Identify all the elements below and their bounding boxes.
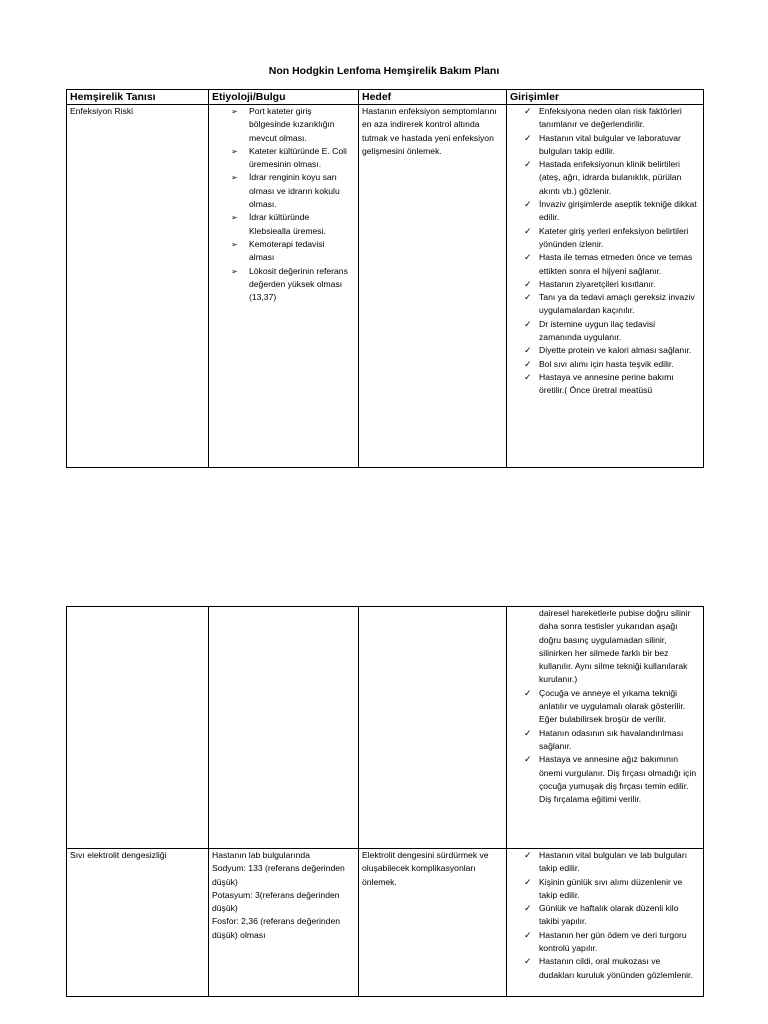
list-item: ✓ Kişinin günlük sıvı alımı düzenlenir ve takip edilir. xyxy=(524,876,683,900)
etiology-cell xyxy=(209,105,359,468)
arrow-bullet-icon: ➢ xyxy=(231,213,238,223)
header-goal: Hedef xyxy=(359,90,507,105)
arrow-bullet-icon: ➢ xyxy=(231,107,238,116)
care-plan-table-part-2 xyxy=(66,606,704,997)
arrow-bullet-icon: ➢ xyxy=(231,173,238,183)
list-item: ✓ Dr istemine uygun ilaç tedavisi zamanında uygulanır. xyxy=(524,318,656,343)
etiology-line: Sodyum: 133 (referans değerinden düşük) xyxy=(212,863,345,887)
check-bullet-icon: ✓ xyxy=(524,199,532,210)
etiology-line: Fosfor: 2,36 (referans değerinden düşük) olması xyxy=(212,916,341,940)
list-item: ✓ Çocuğa ve anneye el yıkama tekniği anlatılır ve uygulamalı olarak gösterilir. Eğer bulabilirsek broşür de verilir. xyxy=(524,687,686,725)
header-diagnosis: Hemşirelik Tanısı xyxy=(67,90,209,105)
list-item: ➢ İdrar kültüründe Klebsiealla üremesi. xyxy=(231,212,326,236)
check-bullet-icon: ✓ xyxy=(524,358,532,369)
list-item: ✓ Hastanın her gün ödem ve deri turgoru kontrolü yapılır. xyxy=(524,929,687,954)
table-row-fluid-electrolyte xyxy=(67,849,704,997)
header-interventions: Girişimler xyxy=(507,90,704,105)
check-bullet-icon: ✓ xyxy=(524,252,532,263)
list-item: ✓ Hastada enfeksiyonun klinik belirtileri (ateş, ağrı, idrarda bulanıklık, pürülan akıntı vb.) gözlenir. xyxy=(524,159,682,196)
arrow-bullet-icon: ➢ xyxy=(231,266,238,276)
check-bullet-icon: ✓ xyxy=(524,903,532,914)
list-item: ✓ Hastaya ve annesine perine bakımı öretilir.( Önce üretral meatüsü xyxy=(524,371,674,396)
list-item: ✓ Hatanın odasının sık havalandırılması sağlanır. xyxy=(524,727,684,751)
check-bullet-icon: ✓ xyxy=(524,106,532,116)
check-bullet-icon: ✓ xyxy=(524,225,532,236)
interventions-list xyxy=(510,105,700,398)
list-item: ➢ Port kateter giriş bölgesinde kızarıklığın mevcut olması. xyxy=(231,106,335,143)
check-bullet-icon: ✓ xyxy=(524,727,532,738)
list-item: ✓ Hastaya ve annesine ağız bakımının önemi vurgulanır. Diş fırçası olmadığı için çocuğa yumuşak diş fırçası temin edilir. Diş fırçalama eğitimi verilir. xyxy=(524,754,697,805)
header-etiology: Etiyoloji/Bulgu xyxy=(209,90,359,105)
list-item: ✓ Hastanın cildi, oral mukozası ve dudakları kuruluk yönünden gözlemlenir. xyxy=(524,956,693,980)
list-item: ✓ Hastanın ziyaretçileri kısıtlanır. xyxy=(510,278,700,291)
check-bullet-icon: ✓ xyxy=(524,292,532,303)
table-row-continuation xyxy=(67,607,704,849)
arrow-bullet-icon: ➢ xyxy=(231,146,238,156)
check-bullet-icon: ✓ xyxy=(524,345,532,356)
check-bullet-icon: ✓ xyxy=(524,371,532,382)
list-item: ✓ Hasta ile temas etmeden önce ve temas ettikten sonra el hijyeni sağlanır. xyxy=(524,252,693,276)
goal-cell: Elektrolit dengesini sürdürmek ve oluşabilecek komplikasyonları önlemek. xyxy=(359,849,507,997)
check-bullet-icon: ✓ xyxy=(524,754,532,765)
interventions-list xyxy=(510,849,700,982)
check-bullet-icon: ✓ xyxy=(524,318,532,329)
diagnosis-cell: Sıvı elektrolit dengesizliği xyxy=(67,849,209,997)
etiology-line: Potasyum: 3(referans değerinden düşük) xyxy=(212,889,340,914)
goal-cell: Hastanın enfeksiyon semptomlarını en aza indirerek kontrol altında tutmak ve hastada yeni enfeksiyon gelişmesini önlemek. xyxy=(359,105,507,468)
diagnosis-cell xyxy=(67,607,209,849)
diagnosis-cell: Enfeksiyon Riski xyxy=(67,105,209,468)
list-item: ✓ Bol sıvı alımı için hasta teşvik edilir. xyxy=(510,358,700,371)
check-bullet-icon: ✓ xyxy=(524,159,532,170)
list-item: ➢ Kateter kültüründe E. Coli üremesinin olması. xyxy=(231,145,347,170)
perineal-care-continuation: dairesel hareketlerle pubise doğru silinir daha sonra testisler yukarıdan aşağı doğru basınç uygulamadan silinir, silinirken her silmede farklı bir bez kullanılır. Aynı silme tekniği kullanılarak kurulanır.) xyxy=(539,608,691,685)
interventions-list xyxy=(510,687,700,807)
list-item: ✓ Enfeksiyona neden olan risk faktörleri tanımlanır ve değerlendirilir. xyxy=(524,106,682,130)
list-item: ✓ İnvaziv girişimlerde aseptik tekniğe dikkat edilir. xyxy=(524,199,697,223)
etiology-list xyxy=(212,105,355,304)
care-plan-table-part-1 xyxy=(66,89,704,468)
etiology-line: Hastanın lab bulgularında xyxy=(212,850,310,860)
interventions-cell xyxy=(507,105,704,468)
list-item: ✓ Tanı ya da tedavi amaçlı gereksiz invaziv uygulamalardan kaçınılır. xyxy=(524,292,695,316)
list-item: ✓ Günlük ve haftalık olarak düzenli kilo takibi yapılır. xyxy=(524,903,679,927)
list-item: ➢ Lökosit değerinin referans değerden yüksek olması (13,37) xyxy=(231,265,348,303)
check-bullet-icon: ✓ xyxy=(524,956,532,967)
list-item: ✓ Hastanın vital bulgular ve laboratuvar bulguları takip edilir. xyxy=(524,132,681,156)
interventions-cell xyxy=(507,607,704,849)
table-header-row xyxy=(67,90,704,105)
check-bullet-icon: ✓ xyxy=(524,132,532,143)
list-item: ✓ Kateter giriş yerleri enfeksiyon belirtileri yönünden izlenir. xyxy=(524,225,689,249)
check-bullet-icon: ✓ xyxy=(524,850,532,860)
check-bullet-icon: ✓ xyxy=(524,278,532,289)
list-item: ✓ Hastanın vital bulguları ve lab bulguları takip edilir. xyxy=(524,850,688,874)
etiology-cell xyxy=(209,607,359,849)
list-item: ✓ Diyette protein ve kalori alması sağlanır. xyxy=(510,344,700,357)
check-bullet-icon: ✓ xyxy=(524,687,532,698)
arrow-bullet-icon: ➢ xyxy=(231,239,238,249)
table-row-infection-risk xyxy=(67,105,704,468)
list-item: ➢ İdrar renginin koyu sarı olması ve idrarın kokulu olması. xyxy=(231,172,340,210)
document-title: Non Hodgkin Lenfoma Hemşirelik Bakım Planı xyxy=(268,65,500,77)
goal-cell xyxy=(359,607,507,849)
check-bullet-icon: ✓ xyxy=(524,929,532,940)
interventions-cell xyxy=(507,849,704,997)
list-item: ➢ Kemoterapi tedavisi alması xyxy=(231,238,325,263)
etiology-cell xyxy=(209,849,359,997)
check-bullet-icon: ✓ xyxy=(524,876,532,887)
